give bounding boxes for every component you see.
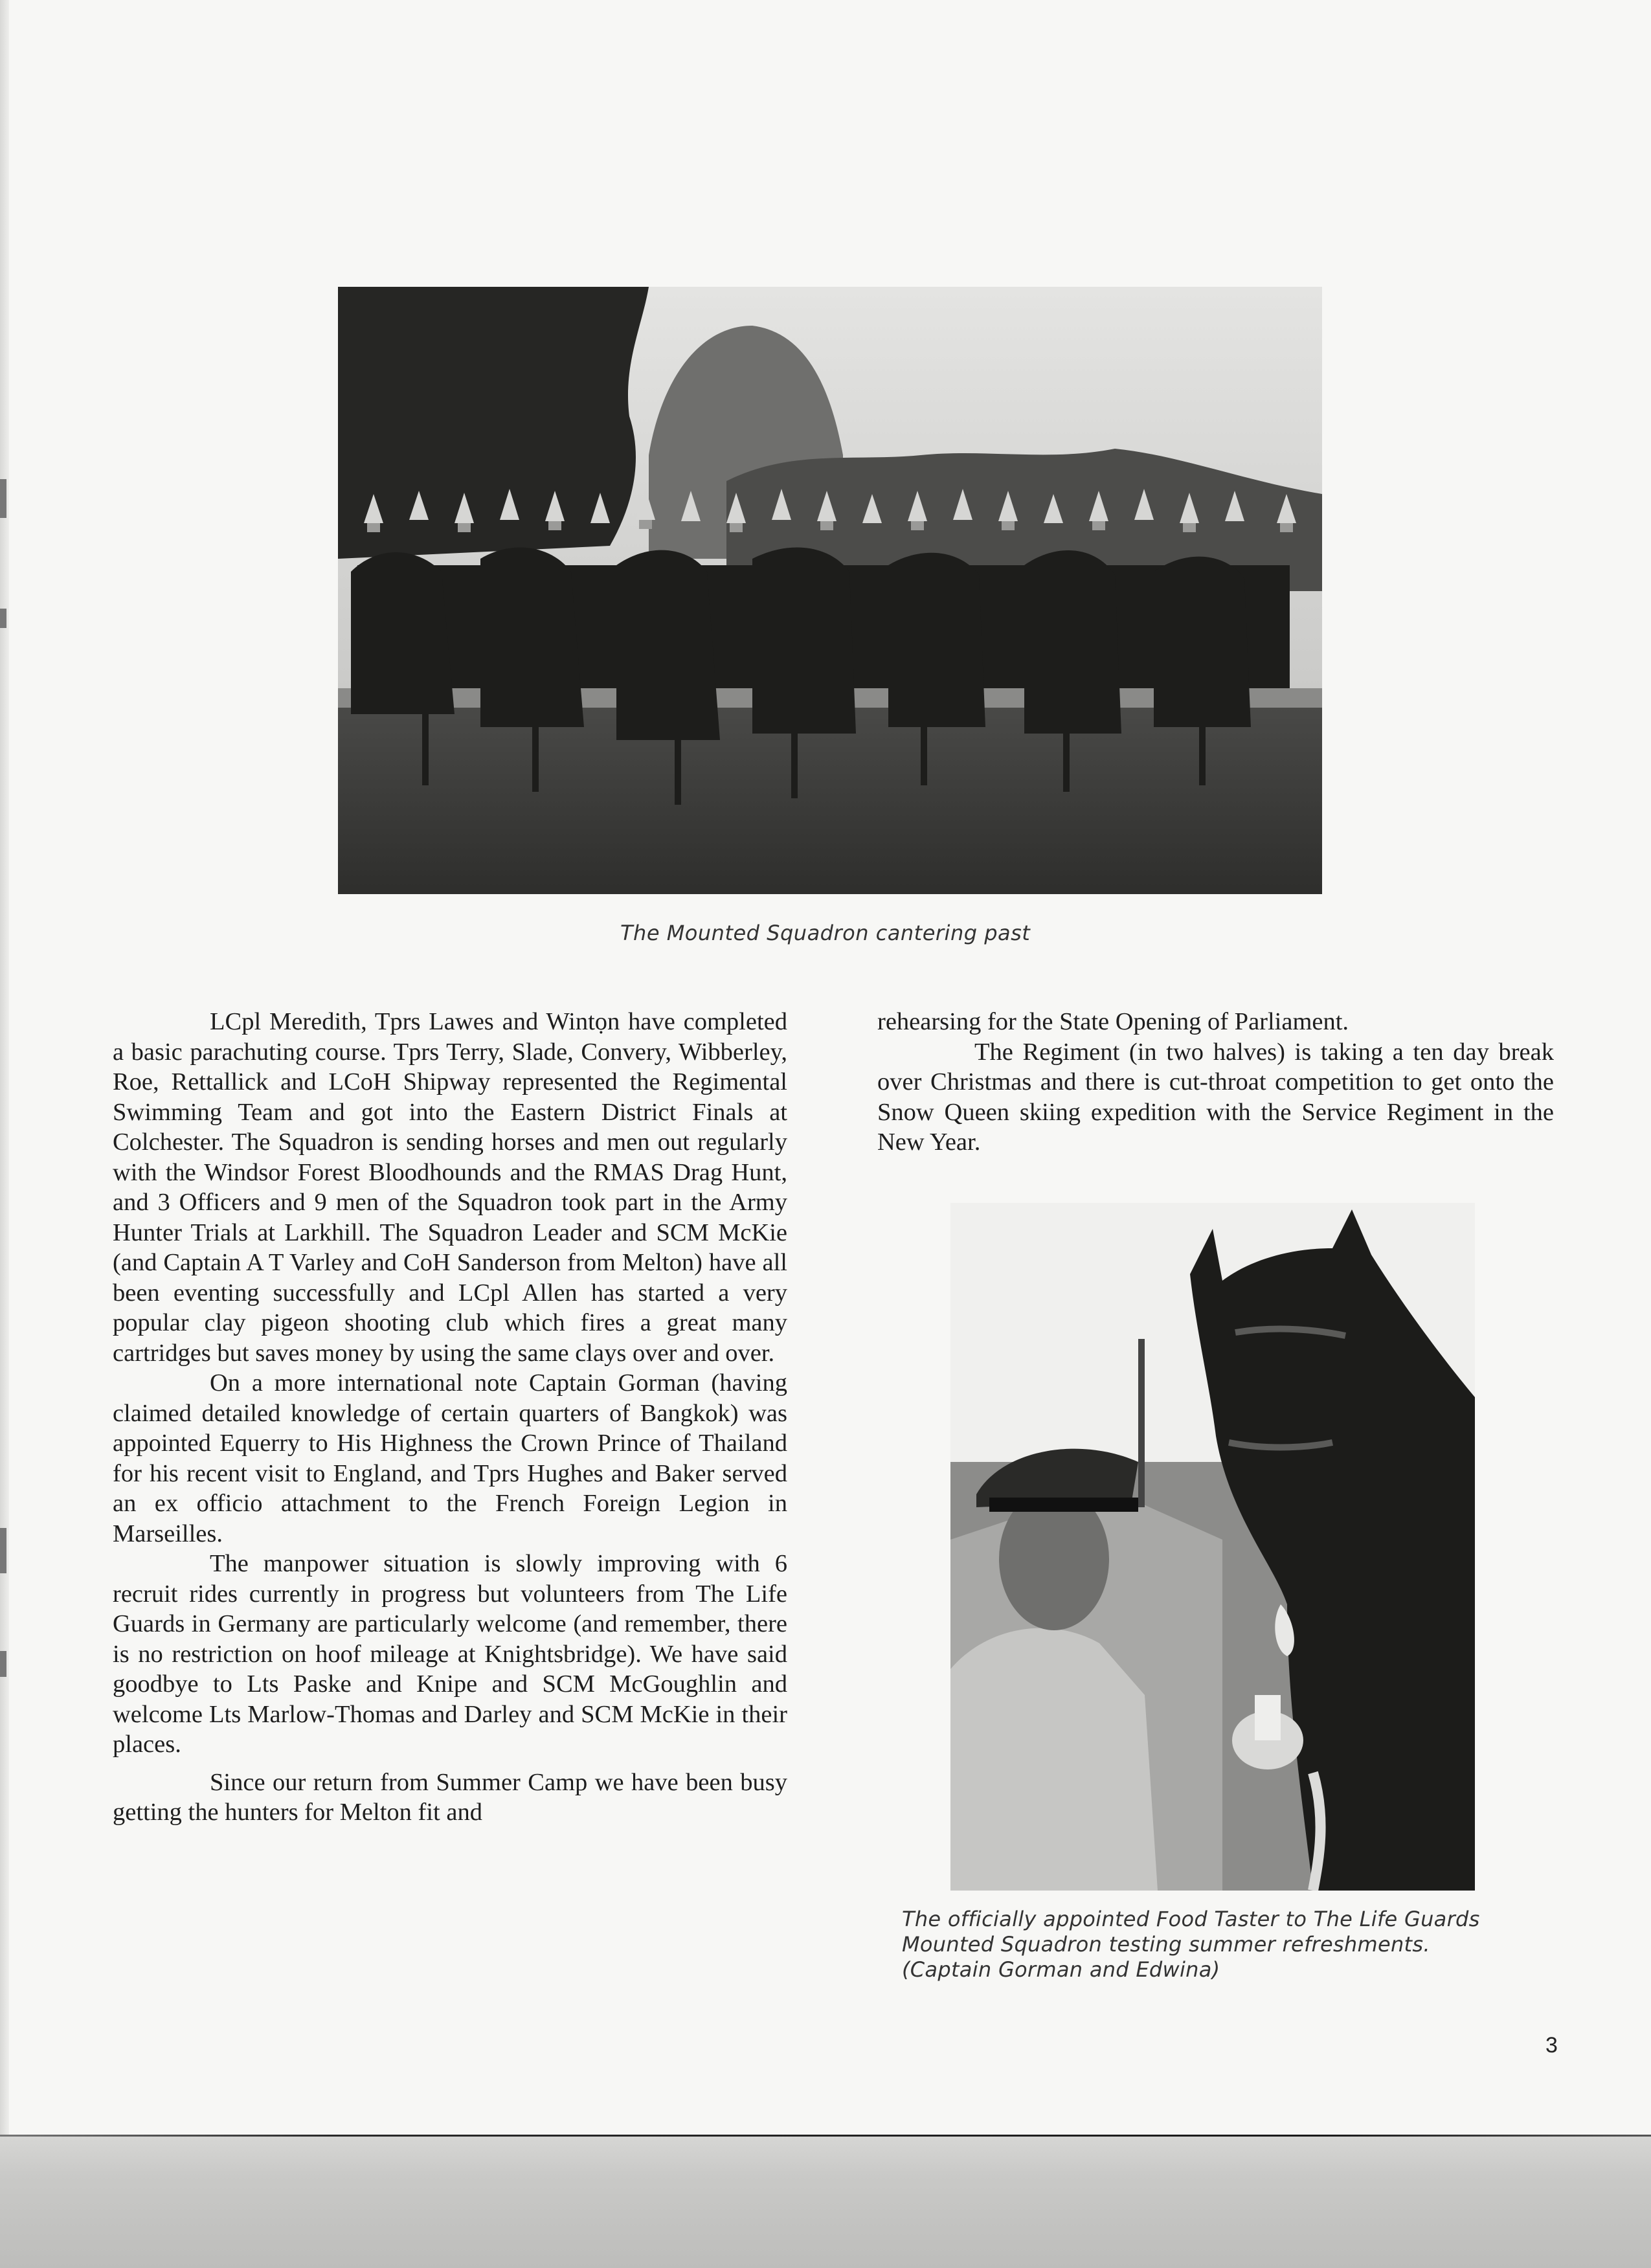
food-taster-illustration: [950, 1203, 1475, 1891]
right-column: [877, 1007, 1554, 1158]
paragraph: Since our return from Summer Camp we have been busy getting the hunters for Melton fit and: [113, 1768, 787, 1826]
paragraph: The Regiment (in two halves) is taking a ten day break over Christmas and there is cut-throat competition to get onto the Snow Queen skiing expedition with the Service Regiment in the New Year.: [877, 1038, 1554, 1156]
caption-line: Mounted Squadron testing summer refreshments.: [902, 1932, 1430, 1957]
left-column: [113, 1007, 787, 1828]
binder-mark: [0, 1651, 6, 1677]
paragraph: The manpower situation is slowly improving with 6 recruit rides currently in progress but volunteers from The Life Guards in Germany are particularly welcome (and remember, there is no restriction on hoof mileage at Knightsbridge). We have said goodbye to Lts Paske and Knipe and SCM McGoughlin and welcome Lts Marlow-Thomas and Darley and SCM McKie in their places.: [113, 1550, 787, 1758]
page-number: 3: [1545, 2033, 1558, 2058]
food-taster-photo: [950, 1203, 1475, 1891]
caption-line: The officially appointed Food Taster to The Life Guards: [902, 1907, 1480, 1931]
mounted-squadron-caption: The Mounted Squadron cantering past: [620, 921, 1031, 945]
caption-line: (Captain Gorman and Edwina): [902, 1957, 1220, 1982]
mounted-squadron-photo: [338, 287, 1322, 894]
paragraph: rehearsing for the State Opening of Parliament.: [877, 1008, 1349, 1035]
mounted-squadron-illustration: [338, 287, 1322, 894]
scan-edge: [0, 0, 9, 2137]
binder-mark: [0, 609, 6, 628]
paragraph: On a more international note Captain Gorman (having claimed detailed knowledge of certain quarters of Bangkok) was appointed Equerry to His Highness the Crown Prince of Thailand for his recent visit to England, and Tprs Hughes and Baker served an ex officio attachment to the French Foreign Legion in Marseilles.: [113, 1369, 787, 1547]
scan-bottom-band: [0, 2137, 1651, 2268]
food-taster-caption: [902, 1907, 1549, 1982]
binder-mark: [0, 1528, 6, 1573]
paragraph: LCpl Meredith, Tprs Lawes and Wintọn have completed a basic parachuting course. Tprs Terry, Slade, Convery, Wibberley, Roe, Rettallick and LCoH Shipway represented the Regimental Swimming Team and got into the Eastern District Finals at Colchester. The Squadron is sending horses and men out regularly with the Windsor Forest Bloodhounds and the RMAS Drag Hunt, and 3 Officers and 9 men of the Squadron took part in the Army Hunter Trials at Larkhill. The Squadron Leader and SCM McKie (and Captain A T Varley and CoH Sanderson from Melton) have all been eventing successfully and LCpl Allen has started a very popular clay pigeon shooting club which fires a great many cartridges but saves money by using the same clays over and over.: [113, 1008, 787, 1367]
binder-mark: [0, 479, 6, 518]
